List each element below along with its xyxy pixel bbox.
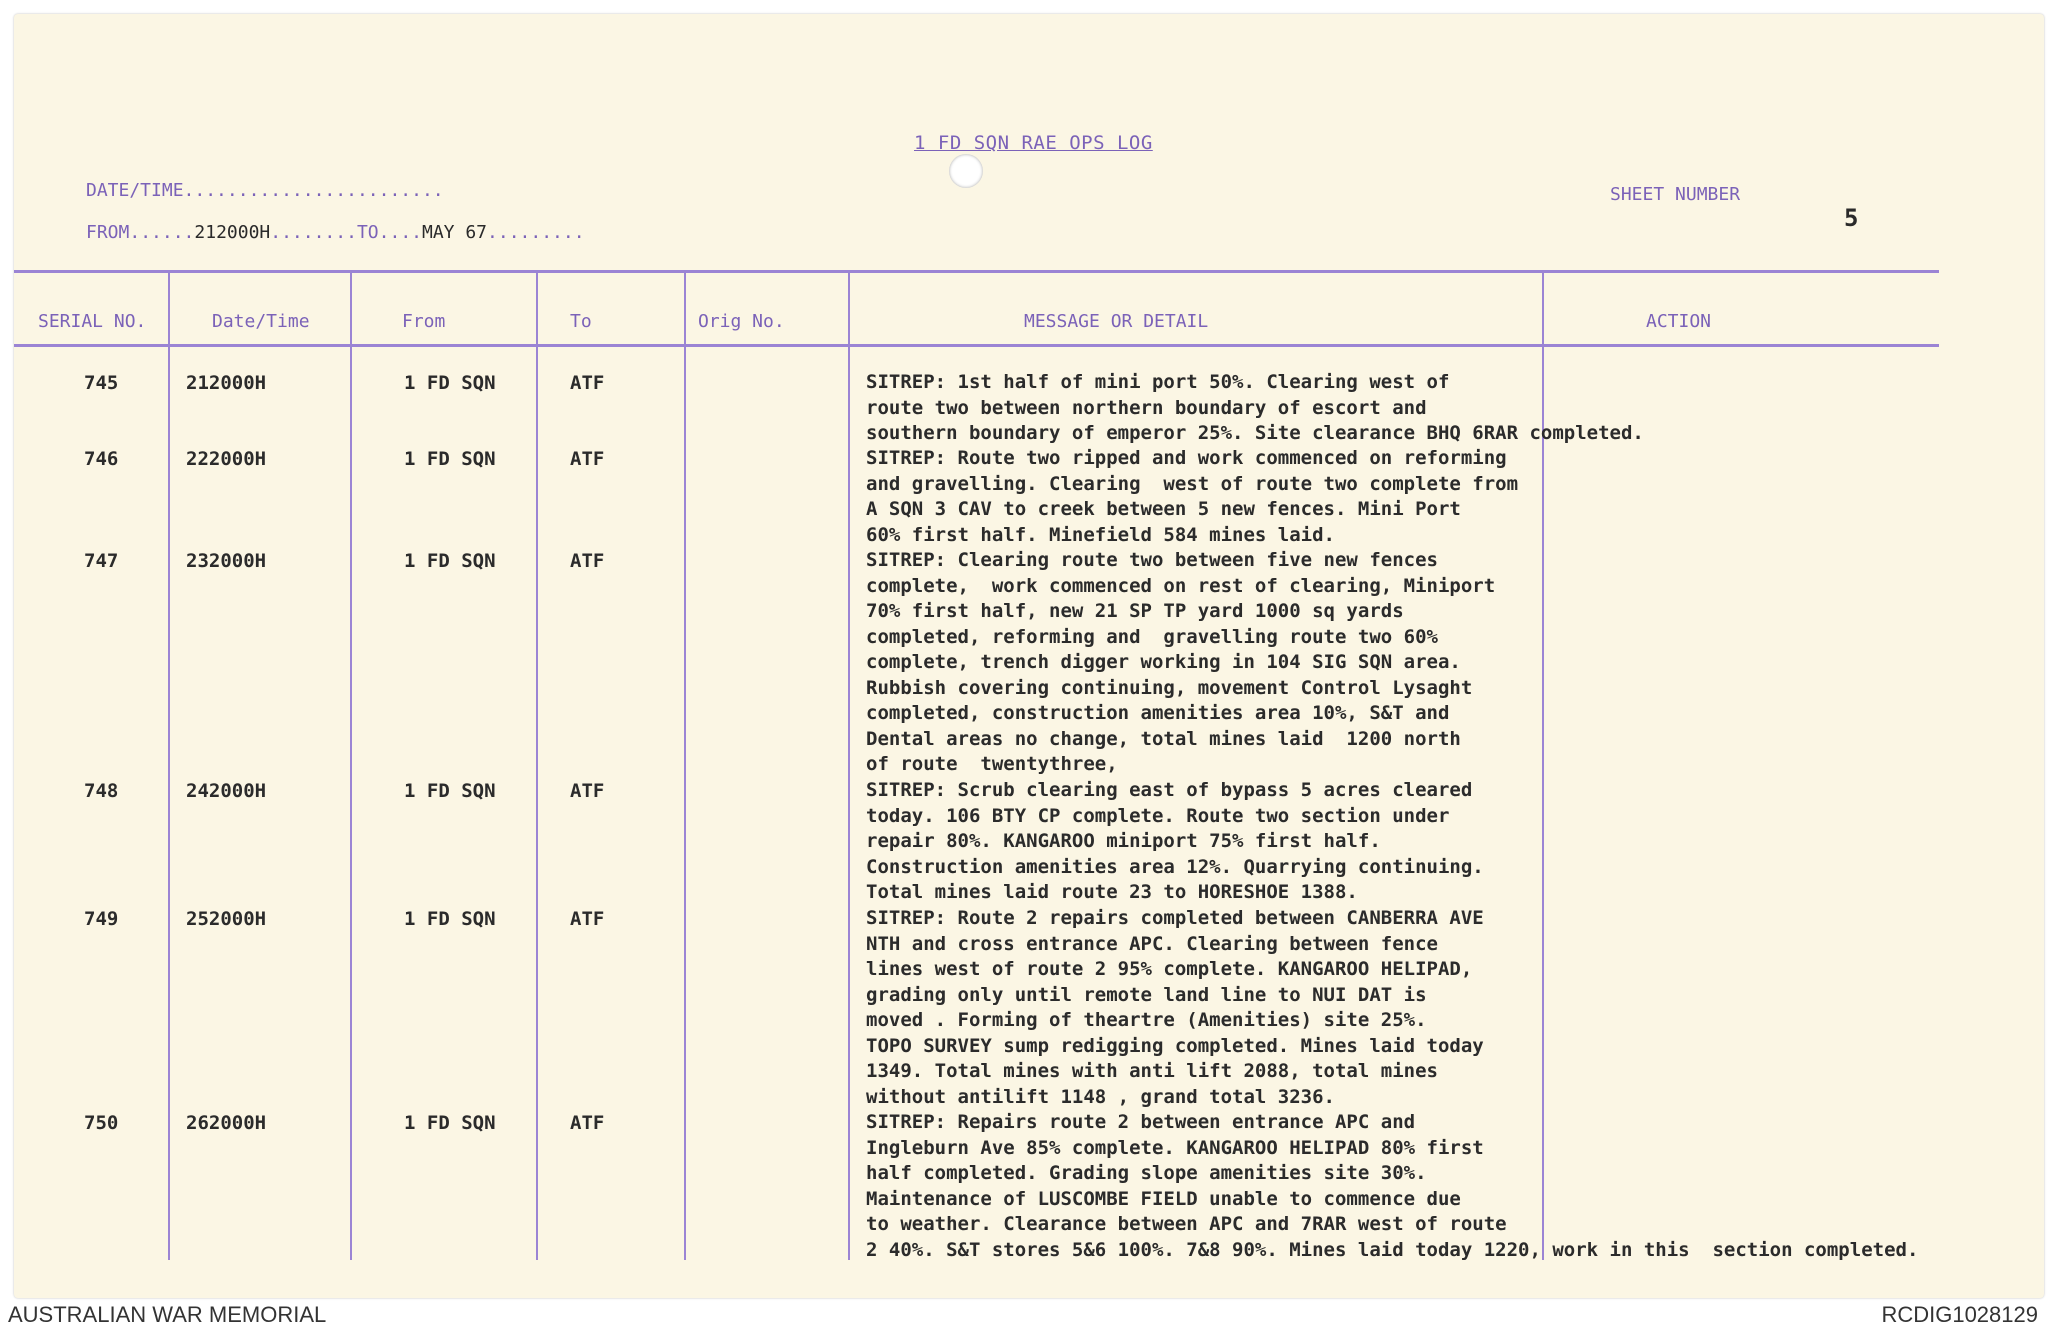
header-datetime: Date/Time	[212, 311, 310, 332]
to-cell: ATF	[570, 448, 605, 470]
serial-cell: 746	[84, 448, 119, 470]
column-divider-5	[848, 270, 850, 1260]
date-time-dots: ........................	[183, 180, 444, 201]
sheet-number-label: SHEET NUMBER	[1610, 184, 1741, 205]
serial-cell: 745	[84, 372, 119, 394]
to-cell: ATF	[570, 908, 605, 930]
footer-left: AUSTRALIAN WAR MEMORIAL	[8, 1302, 327, 1327]
to-cell: ATF	[570, 780, 605, 802]
punch-hole	[949, 154, 983, 188]
document-title: 1 FD SQN RAE OPS LOG	[914, 132, 1153, 154]
datetime-cell: 232000H	[186, 550, 267, 572]
serial-cell: 749	[84, 908, 119, 930]
message-cell: SITREP: Scrub clearing east of bypass 5 acres cleared today. 106 BTY CP complete. Route two section under repair 80%. KANGAROO miniport 75% first half. Construction amenities area 12%. Quarrying continuing. Total mines laid route 23 to HORESHOE 1388.	[866, 779, 1484, 903]
to-dots-2: ....	[378, 222, 422, 243]
date-time-label: DATE/TIME	[86, 180, 184, 201]
from-value: 212000H	[194, 222, 271, 243]
message-cell: SITREP: Route two ripped and work commenced on reforming and gravelling. Clearing west of route two complete from A SQN 3 CAV to creek between 5 new fences. Mini Port 60% first half. Minefield 584 mines laid.	[866, 447, 1519, 546]
from-cell: 1 FD SQN	[404, 780, 496, 802]
serial-cell: 748	[84, 780, 119, 802]
from-to-line	[86, 222, 585, 243]
table-top-rule	[14, 270, 1939, 273]
from-cell: 1 FD SQN	[404, 372, 496, 394]
to-cell: ATF	[570, 550, 605, 572]
column-divider-4	[684, 270, 686, 1260]
message-cell: SITREP: Route 2 repairs completed between CANBERRA AVE NTH and cross entrance APC. Clearing between fence lines west of route 2 95% complete. KANGAROO HELIPAD, grading only until remote land line to NUI DAT is moved . Forming of theartre (Amenities) site 25%. TOPO SURVEY sump redigging completed. Mines laid today 1349. Total mines with anti lift 2088, total mines without antilift 1148 , grand total 3236.	[866, 907, 1484, 1108]
message-cell: SITREP: 1st half of mini port 50%. Clearing west of route two between northern boundary of escort and southern boundary of emperor 25%. Site clearance BHQ 6RAR completed.	[866, 371, 1644, 444]
from-dots: ......	[129, 222, 195, 243]
from-cell: 1 FD SQN	[404, 550, 496, 572]
sheet-number-value: 5	[1844, 204, 1859, 232]
header-from: From	[402, 311, 446, 332]
table-header-rule	[14, 344, 1939, 347]
header-action: ACTION	[1646, 311, 1712, 332]
message-cell: SITREP: Clearing route two between five new fences complete, work commenced on rest of clearing, Miniport 70% first half, new 21 SP TP yard 1000 sq yards completed, reforming and gravelling route two 60% complete, trench digger working in 104 SIG SQN area. Rubbish covering continuing, movement Control Lysaght completed, construction amenities area 10%, S&T and Dental areas no change, total mines laid 1200 north of route twentythree,	[866, 549, 1496, 775]
to-dots-1: ........	[270, 222, 357, 243]
serial-cell: 750	[84, 1112, 119, 1134]
datetime-cell: 222000H	[186, 448, 267, 470]
to-value: MAY 67	[422, 222, 488, 243]
header-message: MESSAGE OR DETAIL	[1024, 311, 1209, 332]
from-cell: 1 FD SQN	[404, 448, 496, 470]
message-cell: SITREP: Repairs route 2 between entrance APC and Ingleburn Ave 85% complete. KANGAROO HELIPAD 80% first half completed. Grading slope amenities site 30%. Maintenance of LUSCOMBE FIELD unable to commence due to weather. Clearance between APC and 7RAR west of route 2 40%. S&T stores 5&6 100%. 7&8 90%. Mines laid today 1220, work in this section completed.	[866, 1111, 1919, 1261]
to-cell: ATF	[570, 1112, 605, 1134]
header-to: To	[570, 311, 592, 332]
date-time-line	[86, 180, 444, 201]
from-label: FROM	[86, 222, 130, 243]
serial-cell: 747	[84, 550, 119, 572]
log-sheet	[14, 14, 2044, 1298]
column-divider-2	[350, 270, 352, 1260]
header-serial: SERIAL NO.	[38, 311, 147, 332]
from-cell: 1 FD SQN	[404, 908, 496, 930]
from-cell: 1 FD SQN	[404, 1112, 496, 1134]
header-orig: Orig No.	[698, 311, 785, 332]
column-divider-3	[536, 270, 538, 1260]
datetime-cell: 262000H	[186, 1112, 267, 1134]
datetime-cell: 212000H	[186, 372, 267, 394]
to-dots-3: .........	[487, 222, 585, 243]
to-label: TO	[356, 222, 379, 243]
to-cell: ATF	[570, 372, 605, 394]
footer-right: RCDIG1028129	[1881, 1302, 2038, 1327]
datetime-cell: 252000H	[186, 908, 267, 930]
column-divider-1	[168, 270, 170, 1260]
datetime-cell: 242000H	[186, 780, 267, 802]
